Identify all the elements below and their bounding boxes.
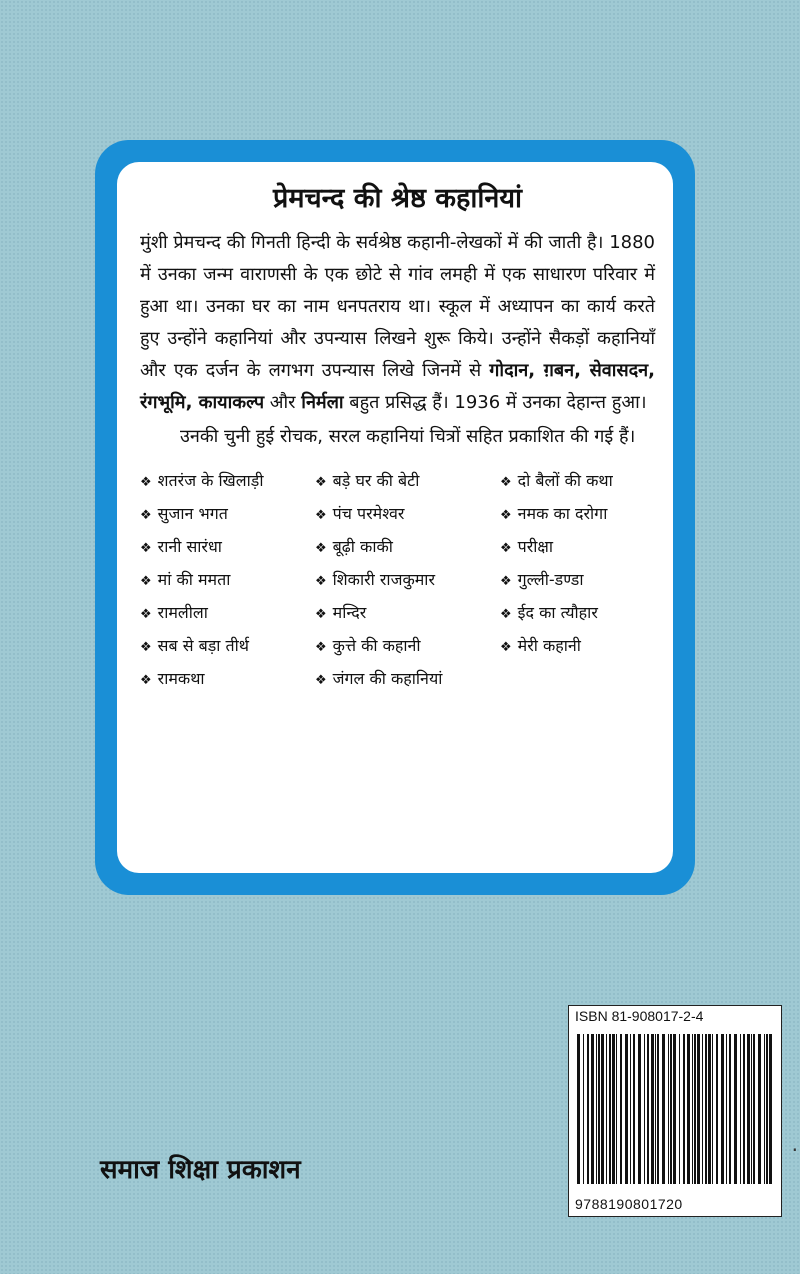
story-item	[315, 599, 500, 628]
story-item	[140, 665, 315, 694]
story-item	[315, 665, 500, 694]
edge-mark: ·	[791, 1138, 798, 1162]
story-item	[315, 500, 500, 529]
story-title: नमक का दरोगा	[517, 504, 608, 523]
bullet-icon: ❖	[315, 640, 327, 655]
bullet-icon: ❖	[500, 640, 512, 655]
story-title: परीक्षा	[517, 537, 554, 556]
story-title: मेरी कहानी	[517, 636, 581, 655]
story-title: मां की ममता	[157, 570, 231, 589]
story-title: मन्दिर	[332, 603, 367, 622]
story-item	[500, 467, 660, 496]
story-item	[500, 566, 660, 595]
story-item	[140, 533, 315, 562]
story-title: रामलीला	[157, 603, 208, 622]
bullet-icon: ❖	[500, 541, 512, 556]
story-item	[140, 599, 315, 628]
bullet-icon: ❖	[140, 640, 152, 655]
intro-paragraph	[140, 227, 655, 419]
bullet-icon: ❖	[140, 475, 152, 490]
story-title: रामकथा	[157, 669, 205, 688]
story-title: कुत्ते की कहानी	[332, 636, 421, 655]
story-title: रानी सारंधा	[157, 537, 222, 556]
story-item	[500, 599, 660, 628]
story-item	[140, 467, 315, 496]
intro-text-2: और	[264, 392, 302, 413]
story-title: पंच परमेश्वर	[332, 504, 405, 523]
barcode-number: 9788190801720	[575, 1196, 683, 1212]
barcode-icon	[577, 1034, 773, 1184]
novel-nirmala: निर्मला	[301, 392, 344, 413]
bullet-icon: ❖	[315, 574, 327, 589]
story-title: शतरंज के खिलाड़ी	[157, 471, 264, 490]
bullet-icon: ❖	[500, 607, 512, 622]
bullet-icon: ❖	[140, 574, 152, 589]
story-item	[315, 533, 500, 562]
bullet-icon: ❖	[500, 508, 512, 523]
story-title: जंगल की कहानियां	[332, 669, 443, 688]
story-title: सुजान भगत	[157, 504, 228, 523]
story-item	[500, 500, 660, 529]
publisher-name: समाज शिक्षा प्रकाशन	[100, 1155, 301, 1185]
story-title: बड़े घर की बेटी	[332, 471, 420, 490]
bullet-icon: ❖	[500, 574, 512, 589]
bullet-icon: ❖	[500, 475, 512, 490]
intro-text-1: मुंशी प्रेमचन्द की गिनती हिन्दी के सर्वश्रेष्ठ कहानी-लेखकों में की जाती है। 1880 में उनका जन्म वाराणसी के एक छोटे से गांव लमही में एक साधारण परिवार में हुआ था। उनका घर का नाम धनपतराय था। स्कूल में अध्यापन का कार्य करते हुए उन्होंने कहानियां और उपन्यास लिखने शुरू किये। उन्होंने सैकड़ों कहानियाँ और एक दर्जन के लगभग उपन्यास लिखे जिनमें से	[140, 232, 655, 381]
bullet-icon: ❖	[140, 508, 152, 523]
bullet-icon: ❖	[315, 673, 327, 688]
story-item	[140, 566, 315, 595]
bullet-icon: ❖	[140, 673, 152, 688]
story-item	[500, 665, 660, 694]
story-item	[315, 632, 500, 661]
bullet-icon: ❖	[140, 607, 152, 622]
isbn-label: ISBN 81-908017-2-4	[575, 1008, 704, 1024]
bullet-icon: ❖	[315, 475, 327, 490]
bullet-icon: ❖	[315, 508, 327, 523]
story-title: गुल्ली-डण्डा	[517, 570, 584, 589]
book-title: प्रेमचन्द की श्रेष्ठ कहानियां	[273, 183, 522, 214]
intro-text-3: बहुत प्रसिद्ध हैं। 1936 में उनका देहान्त हुआ।	[343, 392, 647, 413]
bullet-icon: ❖	[140, 541, 152, 556]
bullet-icon: ❖	[315, 541, 327, 556]
story-title: दो बैलों की कथा	[517, 471, 613, 490]
content-area	[140, 178, 655, 694]
isbn-barcode-box	[568, 1005, 782, 1217]
novel-names: गोदान, ग़बन, सेवासदन, रंगभूमि, कायाकल्प	[140, 360, 655, 413]
story-title: शिकारी राजकुमार	[332, 570, 435, 589]
story-item	[315, 467, 500, 496]
selection-note: उनकी चुनी हुई रोचक, सरल कहानियां चित्रों सहित प्रकाशित की गई हैं।	[180, 426, 636, 447]
story-title: सब से बड़ा तीर्थ	[157, 636, 250, 655]
story-item	[500, 533, 660, 562]
story-item	[140, 632, 315, 661]
story-list	[140, 467, 655, 694]
story-item	[500, 632, 660, 661]
bullet-icon: ❖	[315, 607, 327, 622]
story-item	[315, 566, 500, 595]
story-title: बूढ़ी काकी	[332, 537, 393, 556]
story-item	[140, 500, 315, 529]
story-title: ईद का त्यौहार	[517, 603, 598, 622]
